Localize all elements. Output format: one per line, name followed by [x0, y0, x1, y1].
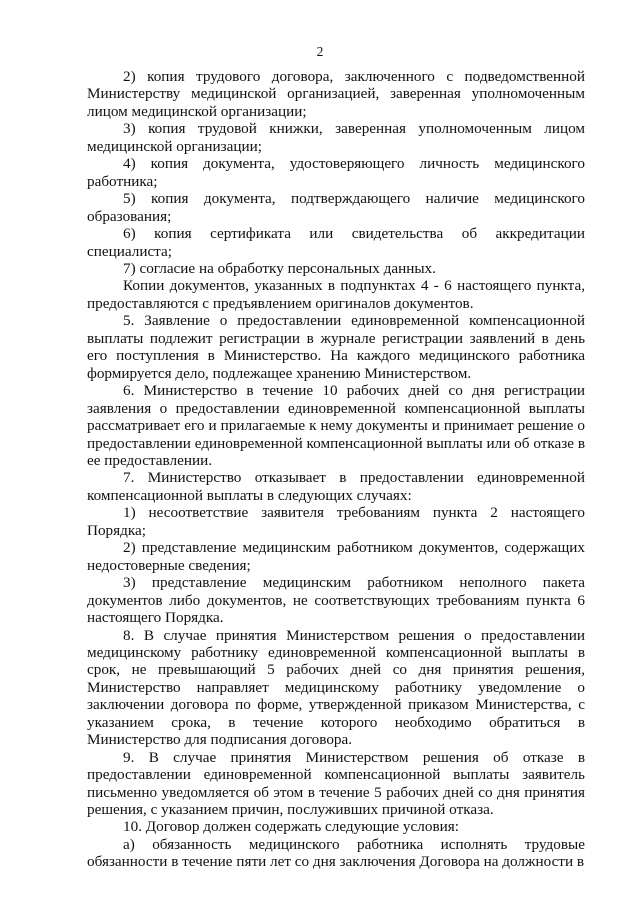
paragraph-refusal-2: 2) представление медицинским работником документов, содержащих недостоверные сведения; [87, 539, 585, 574]
document-body [87, 68, 585, 871]
paragraph-section-8: 8. В случае принятия Министерством решения о предоставлении медицинскому работнику единовременной компенсационной выплаты в срок, не превышающий 5 рабочих дней со дня принятия решения, Министерство направляет медицинскому работнику уведомление о заключении договора по форме, утвержденной приказом Министерства, с указанием срока, в течение которого необходимо обратиться в Министерство для подписания договора. [87, 626, 585, 749]
paragraph-item-6: 6) копия сертификата или свидетельства об аккредитации специалиста; [87, 225, 585, 260]
paragraph-item-2: 2) копия трудового договора, заключенного с подведомственной Министерству медицинской организацией, заверенная уполномоченным лицом медицинской организации; [87, 68, 585, 120]
paragraph-section-7: 7. Министерство отказывает в предоставлении единовременной компенсационной выплаты в следующих случаях: [87, 469, 585, 504]
paragraph-copies-note: Копии документов, указанных в подпунктах 4 - 6 настоящего пункта, предоставляются с предъявлением оригиналов документов. [87, 277, 585, 312]
paragraph-item-3: 3) копия трудовой книжки, заверенная уполномоченным лицом медицинской организации; [87, 120, 585, 155]
paragraph-item-7: 7) согласие на обработку персональных данных. [123, 259, 436, 277]
paragraph-condition-a: а) обязанность медицинского работника исполнять трудовые обязанности в течение пяти лет со дня заключения Договора на должности в [87, 835, 585, 871]
paragraph-section-5: 5. Заявление о предоставлении единовременной компенсационной выплаты подлежит регистрации в журнале регистрации заявлений в день его поступления в Министерство. На каждого медицинского работника формируется дело, подлежащее хранению Министерством. [87, 312, 585, 382]
paragraph-section-9: 9. В случае принятия Министерством решения об отказе в предоставлении единовременной компенсационной выплаты заявитель письменно уведомляется об этом в течение 5 рабочих дней со дня принятия решения, с указанием причин, послуживших причиной отказа. [87, 748, 585, 819]
paragraph-refusal-3: 3) представление медицинским работником неполного пакета документов либо документов, не соответствующих требованиям пункта 6 настоящего Порядка. [87, 574, 585, 627]
paragraph-item-4: 4) копия документа, удостоверяющего личность медицинского работника; [87, 155, 585, 190]
page-number: 2 [316, 44, 324, 59]
paragraph-section-6: 6. Министерство в течение 10 рабочих дней со дня регистрации заявления о предоставлении единовременной компенсационной выплаты рассматривает его и прилагаемые к нему документы и принимает решение о предоставлении единовременной компенсационной выплаты или об отказе в ее предоставлении. [87, 382, 585, 469]
paragraph-refusal-1: 1) несоответствие заявителя требованиям пункта 2 настоящего Порядка; [87, 504, 585, 539]
paragraph-section-10: 10. Договор должен содержать следующие условия: [123, 818, 459, 836]
paragraph-item-5: 5) копия документа, подтверждающего наличие медицинского образования; [87, 190, 585, 225]
